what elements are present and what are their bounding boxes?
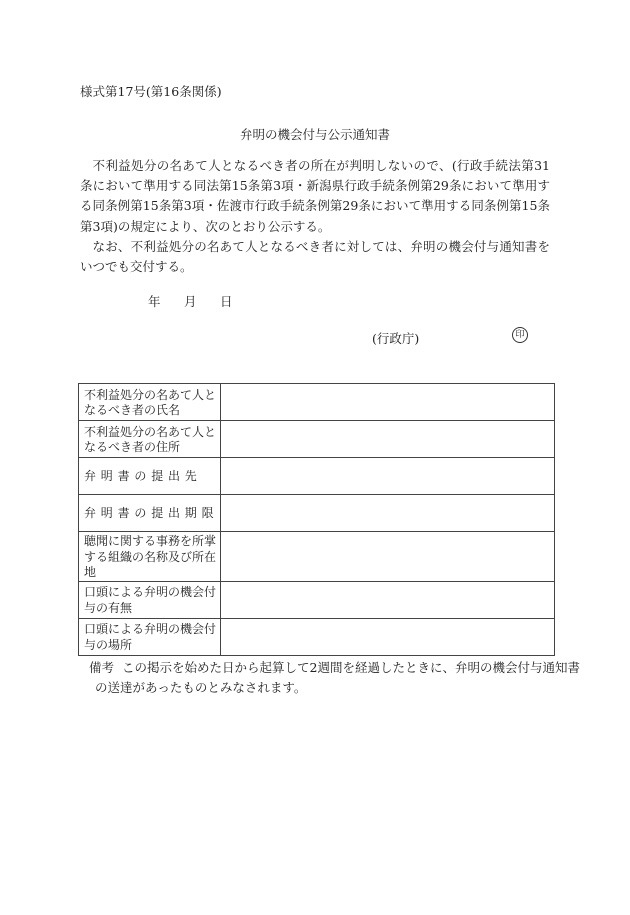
row-label-oral-availability: 口頭による弁明の機会付与の有無 <box>79 581 221 618</box>
note-line-2: の送達があったものとみなされます。 <box>95 680 307 695</box>
row-label-text: 弁明書の提出先 <box>84 469 202 484</box>
row-value-oral-location <box>221 618 555 655</box>
date-day: 日 <box>220 294 233 309</box>
table-row <box>79 384 555 421</box>
row-label-oral-location: 口頭による弁明の機会付与の場所 <box>79 618 221 655</box>
seal-mark: 印 <box>512 327 528 343</box>
row-value-submission-destination <box>221 458 555 495</box>
table-row <box>79 495 555 532</box>
row-label-recipient-address: 不利益処分の名あて人となるべき者の住所 <box>79 421 221 458</box>
row-value-submission-deadline <box>221 495 555 532</box>
info-table <box>78 383 555 656</box>
body-paragraph-2: なお、不利益処分の名あて人となるべき者に対しては、弁明の機会付与通知書をいつでも交付する。 <box>80 239 550 275</box>
row-value-recipient-address <box>221 421 555 458</box>
row-label-text: 弁明書の提出期限 <box>84 506 219 521</box>
table-row <box>79 532 555 582</box>
row-label-hearing-office: 聴聞に関する事務を所掌する組織の名称及び所在地 <box>79 532 221 582</box>
table-row <box>79 458 555 495</box>
agency-label: (行政庁) <box>372 331 420 346</box>
form-number: 様式第17号(第16条関係) <box>80 84 222 99</box>
table-row <box>79 618 555 655</box>
note-heading: 備考 <box>89 660 115 675</box>
document-title: 弁明の機会付与公示通知書 <box>239 127 390 142</box>
note-line-1: この掲示を始めた日から起算して2週間を経過したときに、弁明の機会付与通知書 <box>122 660 580 675</box>
row-value-recipient-name <box>221 384 555 421</box>
table-row <box>79 421 555 458</box>
row-label-submission-deadline <box>79 495 221 532</box>
date-month: 月 <box>184 294 197 309</box>
row-label-submission-destination <box>79 458 221 495</box>
body-paragraph-1: 不利益処分の名あて人となるべき者の所在が判明しないので、(行政手続法第31条において準用する同法第15条第3項・新潟県行政手続条例第29条において準用する同条例第15条第3項・佐渡市行政手続条例第29条において準用する同条例第15条第3項)の規定により、次のとおり公示する。 <box>80 158 550 234</box>
date-year: 年 <box>148 294 161 309</box>
row-value-oral-availability <box>221 581 555 618</box>
table-row <box>79 581 555 618</box>
row-label-recipient-name: 不利益処分の名あて人となるべき者の氏名 <box>79 384 221 421</box>
row-value-hearing-office <box>221 532 555 582</box>
